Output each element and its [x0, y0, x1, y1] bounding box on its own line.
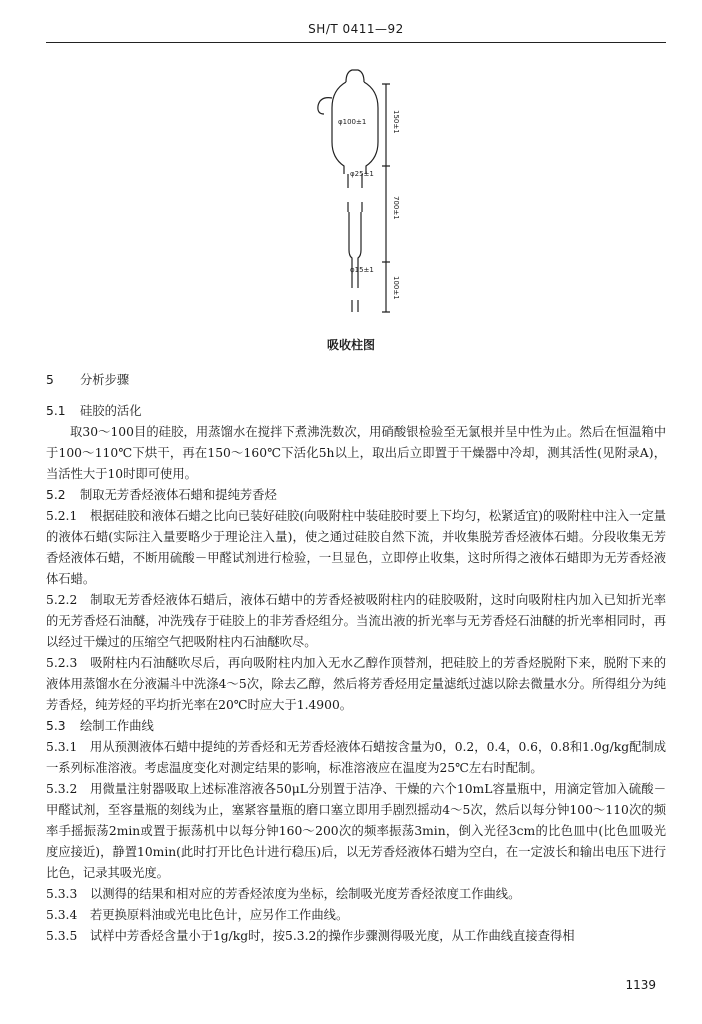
page-number: 1139: [625, 978, 656, 992]
section-5-2-2: 5.2.2 制取无芳香烃液体石蜡后，液体石蜡中的芳香烃被吸附柱内的硅胶吸附，这时向吸附柱内加入已知折光率的无芳香烃石油醚，冲洗残存于硅胶上的非芳香烃组分。当流出液的折光率与无芳香烃石油醚的折光率相同时，再以经过干燥过的压缩空气把吸附柱内石油醚吹尽。: [46, 593, 666, 649]
page-header: [46, 22, 666, 36]
section-5-3-2: 5.3.2 用微量注射器吸取上述标准溶液各50μL分别置于洁净、干燥的六个10mL容量瓶中，用滴定管加入硫酸－甲醛试剂，至容量瓶的刻线为止，塞紧容量瓶的磨口塞立即用手剧烈摇动4～5次，然后以每分钟100～110次的频率手摇振荡2min或置于振荡机中以每分钟160～200次的频率振荡3min，倒入光径3cm的比色皿中(比色皿吸光度应接近)，静置10min(此时打开比色计进行稳压)后，以无芳香烃液体石蜡为空白，在一定波长和输出电压下进行比色，记录其吸光度。: [46, 782, 666, 880]
dim-d1: φ100±1: [338, 118, 367, 126]
section-5-2-3: 5.2.3 吸附柱内石油醚吹尽后，再向吸附柱内加入无水乙醇作顶替剂，把硅胶上的芳香烃脱附下来，脱附下来的液体用蒸馏水在分液漏斗中洗涤4～5次，除去乙醇，然后将芳香烃用定量滤纸过滤以除去微量水分。所得组分为纯芳香烃，纯芳烃的平均折光率在20℃时应大于1.4900。: [46, 656, 666, 712]
section-5-2-1: 5.2.1 根据硅胶和液体石蜡之比向已装好硅胶(向吸附柱中装硅胶时要上下均匀，松紧适宜)的吸附柱中注入一定量的液体石蜡(实际注入量要略少于理论注入量)，使之通过硅胶自然下流，并收集脱芳香烃液体石蜡。分段收集无芳香烃液体石蜡，不断用硫酸－甲醛试剂进行检验，一旦显色，立即停止收集，这时所得之液体石蜡即为无芳香烃液体石蜡。: [46, 509, 666, 586]
dim-l3: 100±1: [392, 276, 400, 300]
dim-l2: 700±1: [392, 196, 400, 220]
section-5-3-4: 5.3.4 若更换原料油或光电比色计，应另作工作曲线。: [46, 908, 349, 922]
header-rule: [46, 42, 666, 43]
dim-d3: φ15±1: [350, 266, 374, 274]
section-5-3-5: 5.3.5 试样中芳香烃含量小于1g/kg时，按5.3.2的操作步骤测得吸光度，从工作曲线直接查得相: [46, 929, 575, 943]
section-5-heading: 5 分析步骤: [46, 373, 130, 387]
standard-code: SH/T 0411—92: [308, 22, 404, 36]
absorption-column-diagram: [300, 62, 410, 322]
column-reservoir: [332, 82, 378, 174]
section-5-2-heading: 5.2 制取无芳香烃液体石蜡和提纯芳香烃: [46, 488, 277, 502]
section-5-3-3: 5.3.3 以测得的结果和相对应的芳香烃浓度为坐标，绘制吸光度芳香烃浓度工作曲线。: [46, 887, 521, 901]
section-5-3-heading: 5.3 绘制工作曲线: [46, 719, 154, 733]
section-5-1-text: 取30～100目的硅胶，用蒸馏水在搅拌下煮沸洗数次，用硝酸银检验至无氯根并呈中性为止。然后在恒温箱中于100～110℃下烘干，再在150～160℃下活化5h以上，取出后立即置于干燥器中冷却，测其活性(见附录A)，当活性大于10时即可使用。: [46, 425, 666, 481]
column-top-cap: [346, 70, 364, 82]
column-side-hook: [318, 98, 332, 114]
column-middle-upper: [348, 202, 362, 212]
section-5-1-heading: 5.1 硅胶的活化: [46, 404, 142, 418]
document-body: [46, 370, 666, 947]
section-5-3-1: 5.3.1 用从预测液体石蜡中提纯的芳香烃和无芳香烃液体石蜡按含量为0，0.2，0.4，0.6，0.8和1.0g/kg配制成一系列标准溶液。考虑温度变化对测定结果的影响，标准溶液应在温度为25℃左右时配制。: [46, 740, 666, 775]
dim-l1: 150±1: [392, 110, 400, 134]
column-lower: [352, 300, 358, 312]
dim-d2: φ25±1: [350, 170, 374, 178]
column-middle: [349, 212, 361, 288]
figure-caption: 吸收柱图: [326, 338, 375, 352]
